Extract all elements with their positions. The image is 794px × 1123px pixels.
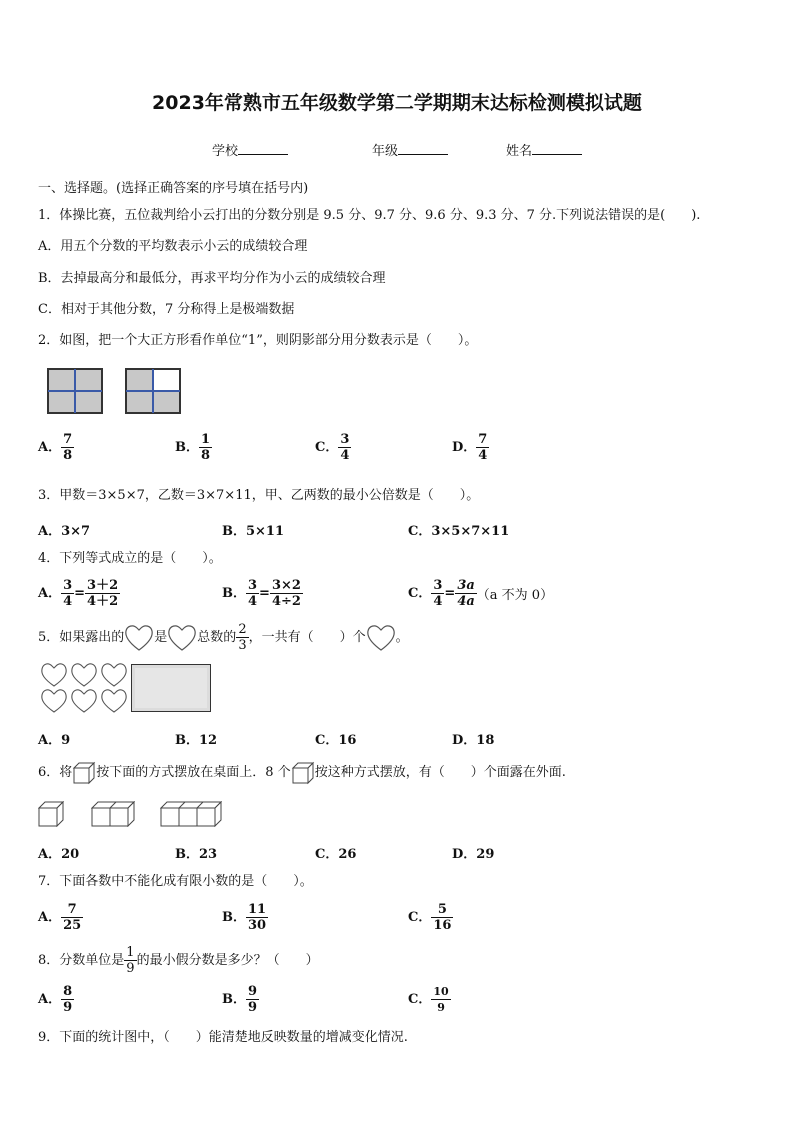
q2-b-label: B． bbox=[175, 440, 199, 455]
q7-stem: 7．下面各数中不能化成有限小数的是（ ）。 bbox=[38, 874, 313, 889]
q6-option-a[interactable]: A．20 bbox=[38, 847, 80, 862]
equals-sign: = bbox=[444, 586, 456, 601]
q2-option-c[interactable] bbox=[315, 432, 351, 463]
q5-text-mid3: ，一共有（ ）个 bbox=[248, 629, 366, 645]
q3-stem: 3．甲数＝3×5×7，乙数＝3×7×11，甲、乙两数的最小公倍数是（ ）。 bbox=[38, 488, 480, 503]
q2-stem: 2．如图，把一个大正方形看作单位“1”，则阴影部分用分数表示是（ ）。 bbox=[38, 333, 478, 348]
q2-option-a[interactable] bbox=[38, 432, 74, 463]
q6-text-mid2: 按这种方式摆放，有（ ）个面露在外面. bbox=[314, 765, 566, 780]
school-field[interactable] bbox=[212, 142, 288, 160]
equals-sign: = bbox=[259, 586, 270, 601]
q4-option-a[interactable] bbox=[38, 578, 120, 609]
q2-square-full-shaded bbox=[47, 368, 103, 414]
q8-b-label: B． bbox=[222, 992, 246, 1007]
q7-a-label: A． bbox=[38, 910, 62, 925]
q7-option-a[interactable] bbox=[38, 902, 83, 933]
q5-text-end: 。 bbox=[395, 629, 409, 645]
grade-blank[interactable] bbox=[398, 142, 448, 155]
q4-b-label: B． bbox=[222, 586, 246, 601]
q1-stem: 1．体操比赛，五位裁判给小云打出的分数分别是 9.5 分、9.7 分、9.6 分、9.3 分、7 分.下列说法错误的是( ). bbox=[38, 208, 701, 223]
q2-d-label: D． bbox=[452, 440, 477, 455]
q8-c-fraction: $\frac{10}{9}$ bbox=[433, 985, 449, 1014]
q4-c-label: C． bbox=[408, 586, 432, 601]
q4-c-right-fraction: $\frac{3a}{4a}$ bbox=[457, 578, 475, 609]
q1-option-b[interactable]: B．去掉最高分和最低分，再求平均分作为小云的成绩较合理 bbox=[38, 271, 386, 286]
q7-a-fraction: $\frac{7}{25}$ bbox=[63, 902, 82, 933]
q3-option-a[interactable]: A．3×7 bbox=[38, 524, 91, 539]
school-label: 学校 bbox=[212, 144, 239, 159]
q7-option-c[interactable] bbox=[408, 902, 453, 933]
q6-cube-row-1 bbox=[38, 801, 64, 827]
heart-icon bbox=[167, 624, 197, 652]
q4-option-b[interactable] bbox=[222, 578, 303, 609]
cube-icon bbox=[291, 761, 315, 785]
q8-option-b[interactable] bbox=[222, 984, 259, 1015]
q8-option-a[interactable] bbox=[38, 984, 74, 1015]
q8-a-fraction: $\frac{8}{9}$ bbox=[63, 984, 73, 1015]
q2-b-fraction: $\frac{1}{8}$ bbox=[201, 432, 211, 463]
q8-text-post: 的最小假分数是多少？（ ） bbox=[136, 952, 319, 968]
q2-c-label: C． bbox=[315, 440, 339, 455]
q2-d-fraction: $\frac{7}{4}$ bbox=[478, 432, 488, 463]
q7-c-fraction: $\frac{5}{16}$ bbox=[433, 902, 452, 933]
grade-field[interactable] bbox=[372, 142, 448, 160]
q4-a-left-fraction: $\frac{3}{4}$ bbox=[63, 578, 73, 609]
heart-icon bbox=[124, 624, 154, 652]
q5-option-b[interactable]: B．12 bbox=[175, 733, 218, 748]
equals-sign: = bbox=[74, 586, 86, 601]
q6-cube-row-3 bbox=[160, 801, 222, 827]
name-field[interactable] bbox=[506, 142, 582, 160]
q5-option-c[interactable]: C．16 bbox=[315, 733, 357, 748]
q6-cube-row-2 bbox=[91, 801, 135, 827]
name-blank[interactable] bbox=[532, 142, 582, 155]
q5-text-pre: 5．如果露出的 bbox=[38, 629, 125, 645]
q2-a-fraction: $\frac{7}{8}$ bbox=[63, 432, 73, 463]
q5-option-a[interactable]: A．9 bbox=[38, 733, 71, 748]
q8-text-pre: 8．分数单位是 bbox=[38, 952, 125, 968]
q6-text-pre: 6．将 bbox=[38, 765, 73, 780]
q6-option-b[interactable]: B．23 bbox=[175, 847, 218, 862]
q6-option-d[interactable]: D．29 bbox=[452, 847, 495, 862]
q6-text-mid1: 按下面的方式摆放在桌面上．8 个 bbox=[96, 765, 291, 780]
q2-option-b[interactable] bbox=[175, 432, 212, 463]
q5-stem bbox=[38, 622, 409, 653]
q4-stem: 4．下列等式成立的是（ ）。 bbox=[38, 551, 222, 566]
q7-option-b[interactable] bbox=[222, 902, 268, 933]
q8-b-fraction: $\frac{9}{9}$ bbox=[248, 984, 258, 1015]
q1-option-c[interactable]: C．相对于其他分数，7 分称得上是极端数据 bbox=[38, 302, 295, 317]
q8-option-c[interactable] bbox=[408, 984, 451, 1015]
grade-label: 年级 bbox=[372, 144, 399, 159]
q8-a-label: A． bbox=[38, 992, 62, 1007]
q6-option-c[interactable]: C．26 bbox=[315, 847, 357, 862]
q3-option-b[interactable]: B．5×11 bbox=[222, 524, 285, 539]
q5-hearts-figure bbox=[40, 662, 130, 714]
q4-option-c[interactable] bbox=[408, 578, 553, 609]
q9-stem: 9．下面的统计图中，（ ）能清楚地反映数量的增减变化情况. bbox=[38, 1030, 408, 1045]
q4-a-right-fraction: $\frac{3+2}{4+2}$ bbox=[87, 578, 119, 609]
q3-option-c[interactable]: C．3×5×7×11 bbox=[408, 524, 510, 539]
q7-b-fraction: $\frac{11}{30}$ bbox=[248, 902, 267, 933]
q4-a-label: A． bbox=[38, 586, 62, 601]
q2-option-d[interactable] bbox=[452, 432, 489, 463]
q5-text-mid2: 总数的 bbox=[197, 629, 237, 645]
q8-stem bbox=[38, 945, 319, 976]
q7-b-label: B． bbox=[222, 910, 246, 925]
q1-option-a[interactable]: A．用五个分数的平均数表示小云的成绩较合理 bbox=[38, 239, 308, 254]
q2-a-label: A． bbox=[38, 440, 62, 455]
cube-icon bbox=[72, 761, 96, 785]
q2-c-fraction: $\frac{3}{4}$ bbox=[340, 432, 350, 463]
q4-c-note: （a 不为 0） bbox=[476, 588, 554, 603]
q5-text-mid1: 是 bbox=[154, 629, 168, 645]
q5-fraction: $\frac{2}{3}$ bbox=[238, 622, 247, 653]
q4-b-right-fraction: $\frac{3\times 2}{4\div 2}$ bbox=[271, 578, 301, 609]
q7-c-label: C． bbox=[408, 910, 432, 925]
section-heading: 一、选择题。(选择正确答案的序号填在括号内) bbox=[38, 181, 309, 196]
q8-fraction: $\frac{1}{9}$ bbox=[126, 945, 135, 976]
q5-option-d[interactable]: D．18 bbox=[452, 733, 495, 748]
q4-c-left-fraction: $\frac{3}{4}$ bbox=[433, 578, 443, 609]
q6-stem bbox=[38, 760, 566, 787]
heart-icon bbox=[366, 624, 396, 652]
name-label: 姓名 bbox=[506, 144, 533, 159]
q2-square-three-quarters-shaded bbox=[125, 368, 181, 414]
school-blank[interactable] bbox=[238, 142, 288, 155]
page-title: 2023年常熟市五年级数学第二学期期末达标检测模拟试题 bbox=[152, 92, 642, 114]
q5-covered-box bbox=[131, 664, 211, 712]
q8-c-label: C． bbox=[408, 992, 432, 1007]
q4-b-left-fraction: $\frac{3}{4}$ bbox=[248, 578, 258, 609]
